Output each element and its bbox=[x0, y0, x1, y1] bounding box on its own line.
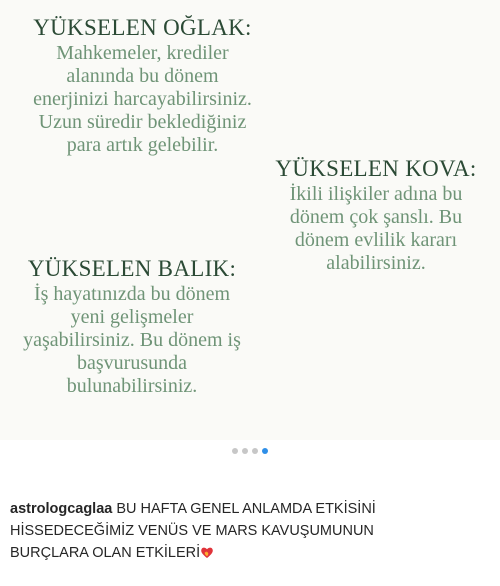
sign-text-line: başvurusunda bbox=[77, 352, 187, 374]
sign-title: YÜKSELEN KOVA: bbox=[275, 156, 477, 181]
caption-line: HİSSEDECEĞİMİZ VENÜS VE MARS KAVUŞUMUNUN bbox=[10, 523, 374, 539]
sign-text-line: yaşabilirsiniz. Bu dönem iş bbox=[23, 329, 241, 351]
post-caption bbox=[10, 498, 490, 564]
sign-text-line: alabilirsiniz. bbox=[326, 252, 426, 274]
sign-text-line: enerjinizi harcayabilirsiniz. bbox=[33, 88, 252, 110]
sign-text-line: dönem çok şanslı. Bu bbox=[289, 206, 463, 228]
sign-text bbox=[10, 42, 275, 157]
sign-block-kova bbox=[258, 155, 494, 275]
username-link[interactable]: astrologcaglaa bbox=[10, 501, 113, 517]
sign-text-line: bulunabilirsiniz. bbox=[66, 375, 198, 397]
sign-block-balik bbox=[6, 255, 258, 398]
sign-text-line: Uzun süredir beklediğiniz bbox=[38, 111, 247, 133]
burning-heart-icon bbox=[200, 544, 214, 558]
sign-text bbox=[6, 283, 258, 398]
sign-text-line: dönem evlilik kararı bbox=[294, 229, 458, 251]
sign-title: YÜKSELEN OĞLAK: bbox=[33, 15, 252, 40]
sign-text-line: para artık gelebilir. bbox=[66, 134, 219, 156]
sign-text-line: İş hayatınızda bu dönem bbox=[33, 283, 231, 305]
carousel-dot[interactable] bbox=[232, 448, 238, 454]
carousel-dot[interactable] bbox=[242, 448, 248, 454]
sign-text-line: Mahkemeler, krediler bbox=[56, 42, 229, 64]
carousel-dot[interactable] bbox=[252, 448, 258, 454]
sign-block-oglak bbox=[10, 14, 275, 157]
caption-text: BU HAFTA GENEL ANLAMDA ETKİSİNİ bbox=[112, 501, 376, 517]
caption-text: BURÇLARA OLAN ETKİLERİ bbox=[10, 545, 201, 561]
carousel-indicator bbox=[0, 448, 500, 454]
sign-title: YÜKSELEN BALIK: bbox=[27, 256, 237, 281]
sign-text bbox=[258, 183, 494, 275]
sign-text-line: yeni gelişmeler bbox=[70, 306, 194, 328]
caption-line bbox=[10, 542, 490, 564]
caption-line bbox=[10, 498, 490, 520]
sign-text-line: alanında bu dönem bbox=[66, 65, 219, 87]
sign-text-line: İkili ilişkiler adına bu bbox=[289, 183, 463, 205]
carousel-dot-active[interactable] bbox=[262, 448, 268, 454]
